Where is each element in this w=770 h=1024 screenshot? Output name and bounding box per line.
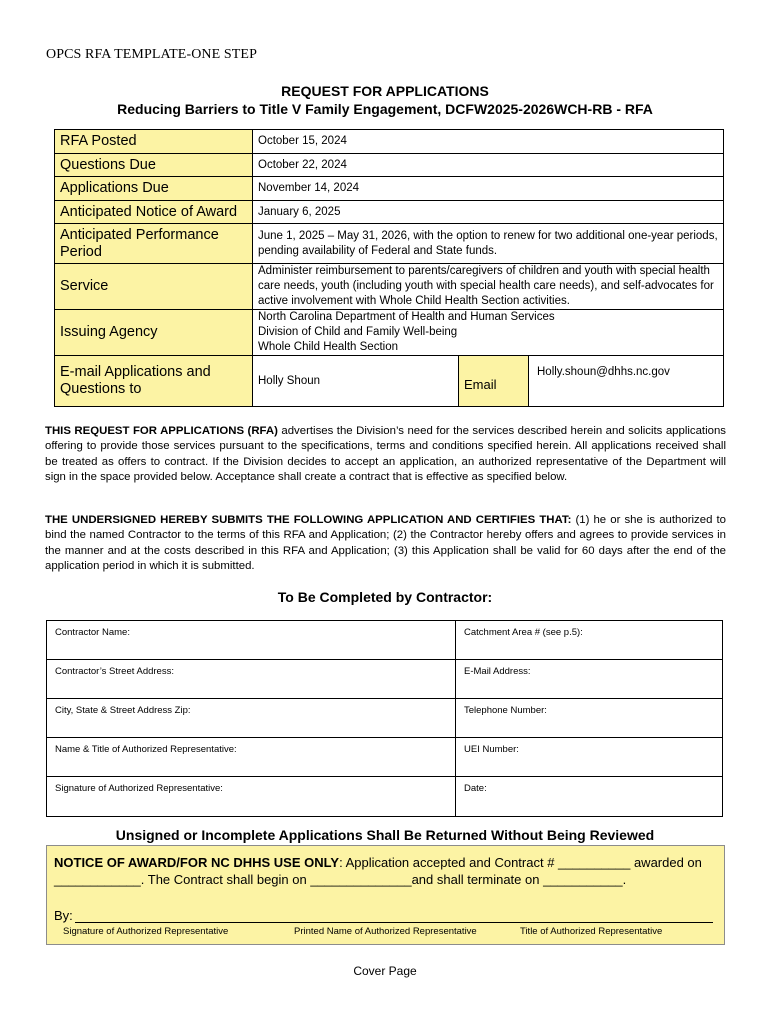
signature-line[interactable] bbox=[75, 922, 713, 923]
table-row bbox=[55, 356, 724, 407]
notice-of-award-box bbox=[46, 845, 725, 945]
agency-line-1: North Carolina Department of Health and Human Services bbox=[258, 311, 555, 323]
form-row bbox=[47, 660, 722, 699]
applications-due-label: Applications Due bbox=[55, 177, 253, 201]
certification-body: (1) he or she is authorized to bind the named Contractor to the terms of this RFA and Application; (2) the Contractor hereby offers and agrees to provide services in the manner and at the costs described in this RFA and Application; (3) this Application shall be valid for 60 days after the end of the application period in which it is submitted. bbox=[45, 514, 726, 572]
template-label: OPCS RFA TEMPLATE-ONE STEP bbox=[46, 47, 257, 62]
by-label: By: bbox=[54, 908, 73, 923]
agency-line-2: Division of Child and Family Well-being bbox=[258, 326, 458, 338]
rfa-description-body: advertises the Division’s need for the services described herein and solicits applications offering to provide those services pursuant to the specifications, terms and conditions specified herein. All applications received shall be treated as offers to contract. If the Division decides to accept an application, an authorized representative of the Department will sign in the space provided below. Acceptance shall create a contract that is effective as specified below. bbox=[45, 425, 726, 483]
issuing-agency-value bbox=[253, 310, 724, 356]
form-row bbox=[47, 738, 722, 777]
applications-due-value: November 14, 2024 bbox=[253, 177, 724, 201]
notice-of-award-value: January 6, 2025 bbox=[253, 201, 724, 224]
rfa-description-paragraph bbox=[45, 424, 726, 485]
certification-lead: THE UNDERSIGNED HEREBY SUBMITS THE FOLLOWING APPLICATION AND CERTIFIES THAT: bbox=[45, 514, 572, 526]
email-applications-label: E-mail Applications and Questions to bbox=[55, 356, 253, 407]
table-row bbox=[55, 310, 724, 356]
rfa-posted-label: RFA Posted bbox=[55, 130, 253, 154]
issuing-agency-label: Issuing Agency bbox=[55, 310, 253, 356]
email-address[interactable]: Holly.shoun@dhhs.nc.gov bbox=[529, 356, 724, 407]
rfa-description-lead: THIS REQUEST FOR APPLICATIONS (RFA) bbox=[45, 425, 278, 437]
service-value: Administer reimbursement to parents/caregivers of children and youth with special health care needs, youth (including youth with special health care needs), and self-advocates for active involvement with Whole Child Health Section activities. bbox=[253, 264, 724, 310]
contractor-section-heading: To Be Completed by Contractor: bbox=[277, 589, 493, 605]
date-field[interactable]: Date: bbox=[464, 783, 487, 794]
agency-line-3: Whole Child Health Section bbox=[258, 341, 398, 353]
table-row bbox=[55, 177, 724, 201]
title-caption: Title of Authorized Representative bbox=[520, 926, 663, 937]
document-subtitle: Reducing Barriers to Title V Family Engagement, DCFW2025-2026WCH-RB - RFA bbox=[117, 101, 653, 117]
performance-period-value: June 1, 2025 – May 31, 2026, with the option to renew for two additional one-year periods, pending availability of Federal and State funds. bbox=[253, 224, 724, 264]
table-row bbox=[55, 130, 724, 154]
uei-number-field[interactable]: UEI Number: bbox=[464, 744, 519, 755]
notice-lead: NOTICE OF AWARD/FOR NC DHHS USE ONLY bbox=[54, 855, 340, 870]
notice-text bbox=[54, 854, 722, 888]
email-address-field[interactable]: E-Mail Address: bbox=[464, 666, 531, 677]
document-title: REQUEST FOR APPLICATIONS bbox=[281, 83, 489, 99]
notice-of-award-label: Anticipated Notice of Award bbox=[55, 201, 253, 224]
table-row bbox=[55, 201, 724, 224]
certification-paragraph bbox=[45, 513, 726, 574]
street-address-field[interactable]: Contractor’s Street Address: bbox=[47, 660, 456, 698]
catchment-area-field[interactable]: Catchment Area # (see p.5): bbox=[464, 627, 583, 638]
contractor-name-field[interactable]: Contractor Name: bbox=[47, 621, 456, 659]
form-row bbox=[47, 699, 722, 738]
rfa-info-table bbox=[54, 129, 724, 407]
form-row bbox=[47, 777, 722, 816]
printed-name-caption: Printed Name of Authorized Representative bbox=[294, 926, 477, 937]
city-state-zip-field[interactable]: City, State & Street Address Zip: bbox=[47, 699, 456, 737]
performance-period-label: Anticipated Performance Period bbox=[55, 224, 253, 264]
service-label: Service bbox=[55, 264, 253, 310]
rfa-posted-value: October 15, 2024 bbox=[253, 130, 724, 154]
questions-due-label: Questions Due bbox=[55, 154, 253, 177]
table-row bbox=[55, 264, 724, 310]
incomplete-warning: Unsigned or Incomplete Applications Shall Be Returned Without Being Reviewed bbox=[115, 827, 655, 843]
contact-name: Holly Shoun bbox=[253, 356, 459, 407]
signature-caption: Signature of Authorized Representative bbox=[63, 926, 229, 937]
page-footer: Cover Page bbox=[353, 964, 417, 978]
telephone-field[interactable]: Telephone Number: bbox=[464, 705, 547, 716]
questions-due-value: October 22, 2024 bbox=[253, 154, 724, 177]
table-row bbox=[55, 154, 724, 177]
representative-name-field[interactable]: Name & Title of Authorized Representative: bbox=[47, 738, 456, 776]
table-row bbox=[55, 224, 724, 264]
contractor-form bbox=[46, 620, 723, 817]
signature-field[interactable]: Signature of Authorized Representative: bbox=[47, 777, 456, 816]
email-label: Email bbox=[459, 356, 529, 407]
notice-body: : Application accepted and Contract # __________ awarded on ____________. The Contract shall begin on ______________and shall terminate on ___________. bbox=[54, 855, 702, 887]
form-row bbox=[47, 621, 722, 660]
